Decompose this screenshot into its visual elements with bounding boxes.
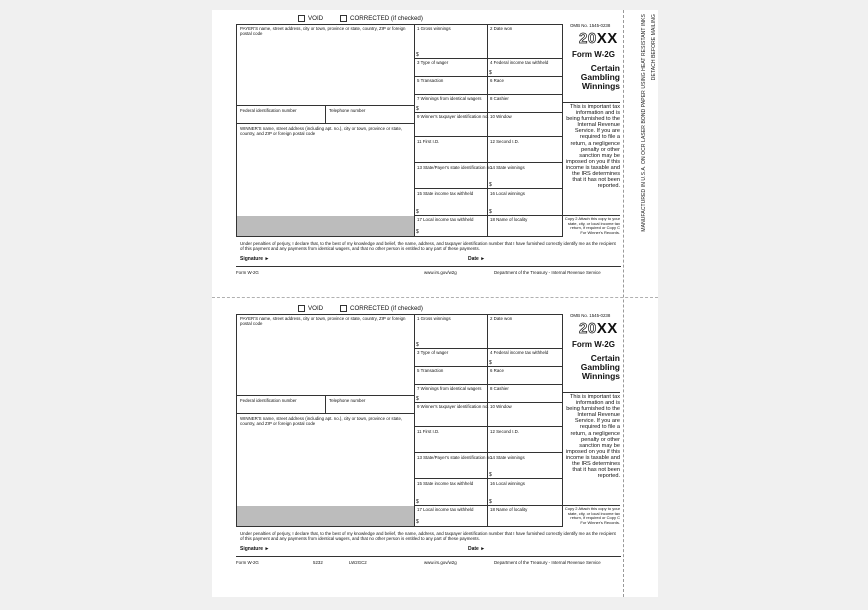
- box-4-federal-tax[interactable]: 4 Federal income tax withheld: [490, 350, 549, 355]
- dollar-sign: $: [489, 499, 492, 505]
- void-checkbox[interactable]: [298, 305, 323, 312]
- box-12-second-id[interactable]: 12 Second I.D.: [490, 429, 520, 434]
- box-6-race[interactable]: 6 Race: [490, 78, 504, 83]
- payer-name-label[interactable]: PAYER'S name, street address, city or town, province or state, country, ZIP or foreign postal code: [240, 316, 406, 326]
- dollar-sign: $: [416, 499, 419, 505]
- footer-url[interactable]: www.irs.gov/w2g: [424, 560, 457, 565]
- corrected-label: CORRECTED (if checked): [350, 305, 423, 313]
- box-4-federal-tax[interactable]: 4 Federal income tax withheld: [490, 60, 549, 65]
- footer-department: Department of the Treasury - Internal Revenue Service: [494, 270, 601, 275]
- box-11-first-id[interactable]: 11 First I.D.: [417, 429, 440, 434]
- corrected-checkbox[interactable]: [340, 305, 423, 312]
- form-title: Certain Gambling Winnings: [580, 63, 620, 91]
- shaded-area: [237, 506, 415, 526]
- tax-year: 20XX: [579, 320, 618, 337]
- w2g-form-copy-2: [236, 305, 621, 573]
- box-2-date-won[interactable]: 2 Date won: [490, 316, 513, 321]
- dollar-sign: $: [416, 519, 419, 525]
- dollar-sign: $: [489, 360, 492, 366]
- winner-name-label[interactable]: WINNER'S name, street address (including apt. no.), city or town, province or state, country, and ZIP or foreign postal code: [240, 126, 403, 136]
- telephone-label[interactable]: Telephone number: [329, 108, 366, 113]
- federal-id-label[interactable]: Federal identification number: [240, 108, 297, 113]
- box-14-state-winnings[interactable]: 14 State winnings: [490, 165, 525, 170]
- dollar-sign: $: [416, 396, 419, 402]
- w2g-form-copy-1: [236, 15, 621, 283]
- box-5-transaction[interactable]: 5 Transaction: [417, 78, 444, 83]
- footer-code-2: LW2GC2: [349, 560, 367, 565]
- dollar-sign: $: [416, 342, 419, 348]
- form-name: Form W-2G: [572, 50, 615, 59]
- footer-code-1: 5232: [313, 560, 323, 565]
- box-5-transaction[interactable]: 5 Transaction: [417, 368, 444, 373]
- box-6-race[interactable]: 6 Race: [490, 368, 504, 373]
- box-13-state-id[interactable]: 13 State/Payer's state identification no.: [417, 165, 493, 170]
- dollar-sign: $: [416, 209, 419, 215]
- form-name: Form W-2G: [572, 340, 615, 349]
- void-label: VOID: [308, 305, 324, 313]
- detach-note: DETACH BEFORE MAILING: [651, 14, 657, 81]
- box-16-local-winnings[interactable]: 16 Local winnings: [490, 191, 525, 196]
- perforation-horizontal: [212, 297, 658, 298]
- box-15-state-tax[interactable]: 15 State income tax withheld: [417, 191, 474, 196]
- payer-name-label[interactable]: PAYER'S name, street address, city or town, province or state, country, ZIP or foreign postal code: [240, 26, 406, 36]
- form-title: Certain Gambling Winnings: [580, 353, 620, 381]
- box-7-identical-wagers[interactable]: 7 Winnings from identical wagers: [417, 386, 482, 391]
- tax-year: 20XX: [579, 30, 618, 47]
- box-18-locality[interactable]: 18 Name of locality: [490, 217, 528, 222]
- box-1-gross-winnings[interactable]: 1 Gross winnings: [417, 26, 451, 31]
- manufacture-note: MANUFACTURED IN U.S.A. ON OCR LASER BOND PAPER USING HEAT RESISTANT INKS: [641, 14, 647, 232]
- box-7-identical-wagers[interactable]: 7 Winnings from identical wagers: [417, 96, 482, 101]
- box-17-local-tax[interactable]: 17 Local income tax withheld: [417, 217, 474, 222]
- signature-label[interactable]: Signature ►: [240, 256, 270, 262]
- shaded-area: [237, 216, 415, 236]
- box-8-cashier[interactable]: 8 Cashier: [490, 96, 509, 101]
- signature-label[interactable]: Signature ►: [240, 546, 270, 552]
- void-check-icon[interactable]: [298, 305, 305, 312]
- perjury-statement: Under penalties of perjury, I declare that, to the best of my knowledge and belief, the name, address, and taxpayer identification number that I have furnished correctly identify me as the recipient of this payment and any payments from identical wagers, and that no other person is entitled to any part of these payments.: [240, 241, 616, 251]
- dollar-sign: $: [489, 209, 492, 215]
- omb-number: OMB No. 1545-0238: [570, 313, 611, 318]
- box-11-first-id[interactable]: 11 First I.D.: [417, 139, 440, 144]
- corrected-label: CORRECTED (if checked): [350, 15, 423, 23]
- perforation-vertical: [623, 10, 624, 597]
- important-tax-info: This is important tax information and is being furnished to the Internal Revenue Service. If you are required to file a return, a negligence penalty or other sanction may be imposed on you if this income is taxable and the IRS determines that it has not been reported.: [565, 104, 620, 190]
- corrected-check-icon[interactable]: [340, 305, 347, 312]
- winner-name-label[interactable]: WINNER'S name, street address (including apt. no.), city or town, province or state, country, and ZIP or foreign postal code: [240, 416, 403, 426]
- box-16-local-winnings[interactable]: 16 Local winnings: [490, 481, 525, 486]
- box-18-locality[interactable]: 18 Name of locality: [490, 507, 528, 512]
- box-9-winner-tin[interactable]: 9 Winner's taxpayer identification no.: [417, 114, 489, 119]
- box-13-state-id[interactable]: 13 State/Payer's state identification no.: [417, 455, 493, 460]
- footer-form-label: Form W-2G: [236, 560, 259, 565]
- box-10-window[interactable]: 10 Window: [490, 404, 512, 409]
- date-label[interactable]: Date ►: [468, 256, 486, 262]
- corrected-checkbox[interactable]: [340, 15, 423, 22]
- federal-id-label[interactable]: Federal identification number: [240, 398, 297, 403]
- important-tax-info: This is important tax information and is being furnished to the Internal Revenue Service. If you are required to file a return, a negligence penalty or other sanction may be imposed on you if this income is taxable and the IRS determines that it has not been reported.: [565, 394, 620, 480]
- date-label[interactable]: Date ►: [468, 546, 486, 552]
- dollar-sign: $: [489, 70, 492, 76]
- box-8-cashier[interactable]: 8 Cashier: [490, 386, 509, 391]
- void-checkbox[interactable]: [298, 15, 323, 22]
- copy-instructions: Copy 2 Attach this copy to your state, city, or local income tax return, if required or Copy C For Winner's Records.: [564, 506, 620, 525]
- box-3-type-of-wager[interactable]: 3 Type of wager: [417, 60, 449, 65]
- box-15-state-tax[interactable]: 15 State income tax withheld: [417, 481, 474, 486]
- footer-department: Department of the Treasury - Internal Revenue Service: [494, 560, 601, 565]
- dollar-sign: $: [416, 106, 419, 112]
- footer-form-label: Form W-2G: [236, 270, 259, 275]
- box-12-second-id[interactable]: 12 Second I.D.: [490, 139, 520, 144]
- perjury-statement: Under penalties of perjury, I declare that, to the best of my knowledge and belief, the name, address, and taxpayer identification number that I have furnished correctly identify me as the recipient of this payment and any payments from identical wagers, and that no other person is entitled to any part of these payments.: [240, 531, 616, 541]
- dollar-sign: $: [489, 472, 492, 478]
- dollar-sign: $: [416, 229, 419, 235]
- void-check-icon[interactable]: [298, 15, 305, 22]
- void-label: VOID: [308, 15, 324, 23]
- corrected-check-icon[interactable]: [340, 15, 347, 22]
- dollar-sign: $: [416, 52, 419, 58]
- box-14-state-winnings[interactable]: 14 State winnings: [490, 455, 525, 460]
- box-2-date-won[interactable]: 2 Date won: [490, 26, 513, 31]
- box-3-type-of-wager[interactable]: 3 Type of wager: [417, 350, 449, 355]
- footer-url[interactable]: www.irs.gov/w2g: [424, 270, 457, 275]
- omb-number: OMB No. 1545-0238: [570, 23, 611, 28]
- box-17-local-tax[interactable]: 17 Local income tax withheld: [417, 507, 474, 512]
- dollar-sign: $: [489, 182, 492, 188]
- box-9-winner-tin[interactable]: 9 Winner's taxpayer identification no.: [417, 404, 489, 409]
- copy-instructions: Copy 2 Attach this copy to your state, city, or local income tax return, if required or Copy C For Winner's Records.: [564, 216, 620, 235]
- telephone-label[interactable]: Telephone number: [329, 398, 366, 403]
- box-1-gross-winnings[interactable]: 1 Gross winnings: [417, 316, 451, 321]
- box-10-window[interactable]: 10 Window: [490, 114, 512, 119]
